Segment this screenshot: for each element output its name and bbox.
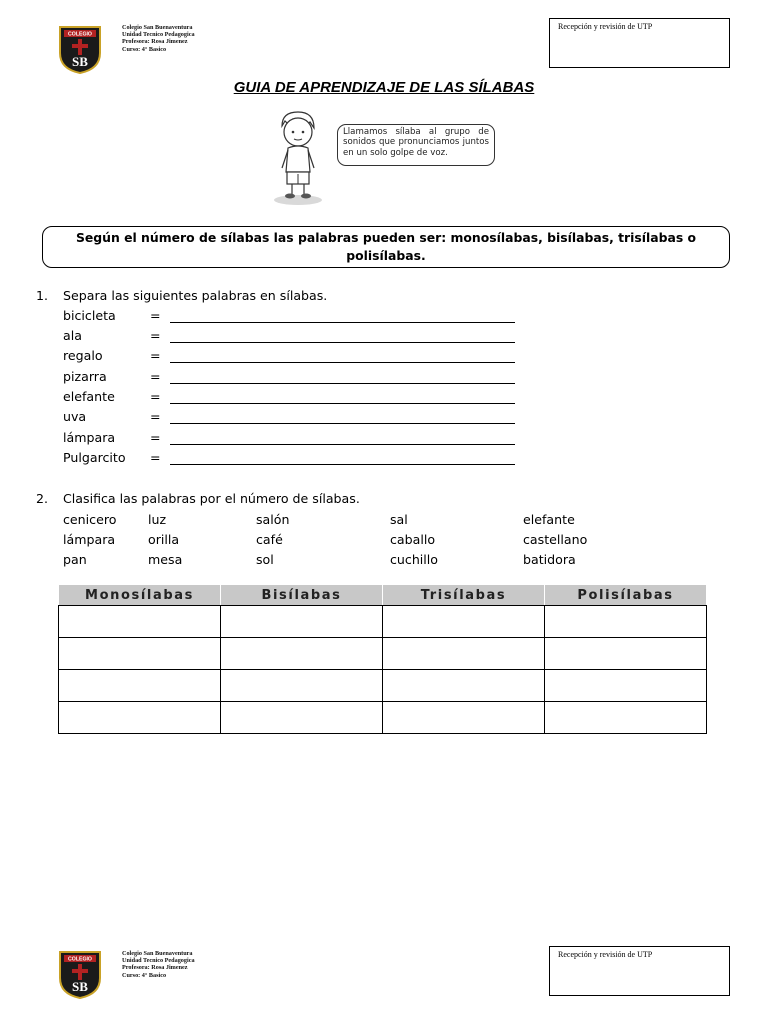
answer-cell[interactable]: [59, 702, 221, 734]
answer-cell[interactable]: [545, 638, 707, 670]
answer-cell[interactable]: [221, 606, 383, 638]
school-line: Colegio San Buenaventura: [122, 24, 193, 31]
q1-instruction: Separa las siguientes palabras en sílabas.: [63, 288, 328, 303]
school-line: Unidad Tecnico Pedagogica: [122, 957, 195, 965]
logo-text-bottom: SB: [72, 979, 88, 994]
q2-instruction: Clasifica las palabras por el número de sílabas.: [63, 491, 360, 506]
q2-word: castellano: [523, 532, 588, 547]
page-title: GUIA DE APRENDIZAJE DE LAS SÍLABAS: [233, 79, 535, 96]
answer-line[interactable]: [170, 423, 515, 424]
equals-sign: =: [150, 369, 161, 384]
boy-illustration: [262, 108, 334, 208]
answer-line[interactable]: [170, 342, 515, 343]
utp-label: Recepción y revisión de UTP: [558, 22, 653, 31]
q1-word: regalo: [63, 348, 103, 363]
column-header-bisilabas: Bisílabas: [221, 585, 383, 606]
school-line: Curso: 4° Basico: [122, 45, 167, 53]
q1-word: uva: [63, 409, 87, 424]
equals-sign: =: [150, 430, 161, 445]
utp-review-box: [549, 18, 730, 68]
q2-word: luz: [148, 512, 167, 527]
answer-line[interactable]: [170, 403, 515, 404]
equals-sign: =: [150, 308, 161, 323]
speech-bubble: Llamamos sílaba al grupo de sonidos que pronunciamos juntos en un solo golpe de voz.: [337, 124, 495, 166]
utp-label: Recepción y revisión de UTP: [558, 950, 653, 959]
answer-cell[interactable]: [383, 670, 545, 702]
q1-word: bicicleta: [63, 308, 116, 323]
q1-word: pizarra: [63, 369, 107, 384]
school-line: Profesora: Rosa Jimenez: [122, 964, 188, 972]
q1-word: lámpara: [63, 430, 116, 445]
q2-word: orilla: [148, 532, 180, 547]
answer-line[interactable]: [170, 464, 515, 465]
answer-cell[interactable]: [59, 638, 221, 670]
syllable-rule-box: [42, 226, 730, 268]
q2-number: 2.: [36, 491, 49, 506]
school-info: [122, 24, 195, 53]
equals-sign: =: [150, 389, 161, 404]
answer-cell[interactable]: [59, 606, 221, 638]
table-row: [59, 606, 707, 638]
answer-line[interactable]: [170, 322, 515, 323]
school-line: Profesora: Rosa Jimenez: [122, 38, 188, 46]
q1-word: ala: [63, 328, 82, 343]
answer-line[interactable]: [170, 444, 515, 445]
column-header-trisilabas: Trisílabas: [383, 585, 545, 606]
q2-word: batidora: [523, 552, 576, 567]
q1-word: elefante: [63, 389, 115, 404]
q2-word: cenicero: [63, 512, 117, 527]
table-row: [59, 670, 707, 702]
logo-text-bottom: SB: [72, 54, 88, 69]
q1-word: Pulgarcito: [63, 450, 126, 465]
answer-cell[interactable]: [383, 638, 545, 670]
answer-line[interactable]: [170, 362, 515, 363]
q2-word: sal: [390, 512, 408, 527]
answer-cell[interactable]: [59, 670, 221, 702]
answer-cell[interactable]: [545, 670, 707, 702]
rule-text: Según el número de sílabas las palabras pueden ser: monosílabas, bisílabas, trisílabas o polisílabas.: [75, 230, 697, 263]
answer-cell[interactable]: [221, 638, 383, 670]
q2-word: lámpara: [63, 532, 116, 547]
equals-sign: =: [150, 450, 161, 465]
column-header-polisilabas: Polisílabas: [545, 585, 707, 606]
q2-word: cuchillo: [390, 552, 439, 567]
q2-word: café: [256, 532, 283, 547]
school-logo: [54, 23, 106, 75]
school-line: Unidad Tecnico Pedagogica: [122, 31, 195, 39]
equals-sign: =: [150, 409, 161, 424]
equals-sign: =: [150, 348, 161, 363]
table-row: [59, 638, 707, 670]
school-line: Colegio San Buenaventura: [122, 950, 193, 957]
utp-review-box-footer: [549, 946, 730, 996]
school-logo-footer: [54, 948, 106, 1000]
q2-word: salón: [256, 512, 290, 527]
q2-word: elefante: [523, 512, 575, 527]
answer-cell[interactable]: [383, 606, 545, 638]
q2-word: pan: [63, 552, 87, 567]
answer-cell[interactable]: [221, 702, 383, 734]
classification-table: [58, 584, 707, 734]
q2-word: sol: [256, 552, 274, 567]
table-row: [59, 702, 707, 734]
equals-sign: =: [150, 328, 161, 343]
q1-number: 1.: [36, 288, 49, 303]
school-info-footer: [122, 950, 195, 979]
q2-word: caballo: [390, 532, 436, 547]
logo-text-top: COLEGIO: [68, 956, 92, 963]
logo-text-top: COLEGIO: [68, 31, 92, 38]
answer-cell[interactable]: [545, 702, 707, 734]
answer-line[interactable]: [170, 383, 515, 384]
q2-word: mesa: [148, 552, 183, 567]
answer-cell[interactable]: [383, 702, 545, 734]
column-header-monosilabas: Monosílabas: [59, 585, 221, 606]
school-line: Curso: 4° Basico: [122, 971, 167, 979]
answer-cell[interactable]: [221, 670, 383, 702]
answer-cell[interactable]: [545, 606, 707, 638]
